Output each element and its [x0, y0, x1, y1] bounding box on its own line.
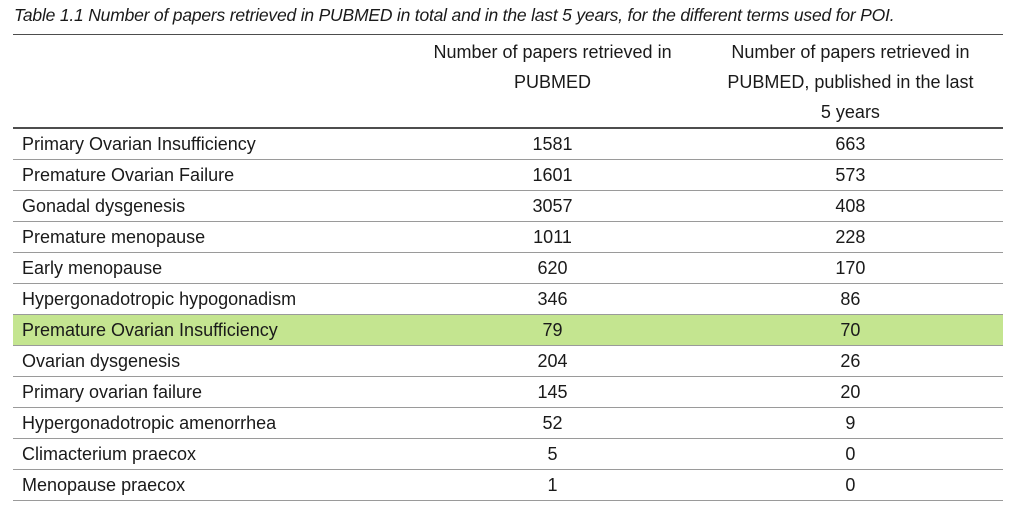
table-row — [13, 253, 1003, 284]
total-cell: 5 — [547, 444, 558, 464]
total-cell: 1601 — [532, 165, 573, 185]
table-body — [13, 128, 1003, 501]
table-row — [13, 284, 1003, 315]
header-recent-papers — [698, 35, 1003, 129]
total-cell: 346 — [537, 289, 568, 309]
term-cell: Premature Ovarian Insufficiency — [13, 315, 407, 346]
total-cell: 204 — [537, 351, 568, 371]
recent-cell: 408 — [835, 196, 866, 216]
term-cell: Menopause praecox — [22, 475, 186, 495]
header-recent-line-3: 5 years — [820, 102, 880, 122]
header-recent-line-2: PUBMED, published in the last — [727, 72, 974, 92]
recent-cell: 20 — [840, 382, 861, 402]
recent-cell: 9 — [845, 413, 856, 433]
term-cell: Early menopause — [22, 258, 163, 278]
term-cell: Premature menopause — [22, 227, 206, 247]
total-cell: 1 — [547, 475, 558, 495]
term-cell: Primary ovarian failure — [22, 382, 203, 402]
table-row — [13, 128, 1003, 160]
recent-cell: 86 — [840, 289, 861, 309]
term-cell: Ovarian dysgenesis — [22, 351, 181, 371]
table-row — [13, 408, 1003, 439]
header-recent-line-1: Number of papers retrieved in — [731, 42, 970, 62]
header-total-papers — [407, 35, 698, 129]
total-cell: 52 — [542, 413, 563, 433]
recent-cell: 26 — [840, 351, 861, 371]
total-cell: 145 — [537, 382, 568, 402]
term-cell: Premature Ovarian Failure — [22, 165, 235, 185]
total-cell: 79 — [407, 315, 698, 346]
term-cell: Gonadal dysgenesis — [22, 196, 186, 216]
term-cell: Climacterium praecox — [22, 444, 197, 464]
table-caption: Table 1.1 Number of papers retrieved in PUBMED in total and in the last 5 years, for the different terms used for POI. — [14, 5, 895, 25]
total-cell: 1581 — [532, 134, 573, 154]
table-row — [13, 346, 1003, 377]
term-cell: Hypergonadotropic amenorrhea — [22, 413, 277, 433]
table-row — [13, 377, 1003, 408]
table-row-highlighted — [13, 315, 1003, 346]
recent-cell: 170 — [835, 258, 866, 278]
recent-cell: 0 — [845, 475, 856, 495]
term-cell: Hypergonadotropic hypogonadism — [22, 289, 297, 309]
header-row — [13, 35, 1003, 129]
header-term — [13, 35, 407, 129]
term-cell: Primary Ovarian Insufficiency — [22, 134, 256, 154]
table-row — [13, 439, 1003, 470]
total-cell: 1011 — [533, 227, 572, 247]
pubmed-papers-table — [13, 34, 1003, 501]
header-total-line-2: PUBMED — [514, 72, 592, 92]
recent-cell: 573 — [835, 165, 866, 185]
total-cell: 620 — [537, 258, 568, 278]
recent-cell: 70 — [698, 315, 1003, 346]
total-cell: 3057 — [532, 196, 573, 216]
table-row — [13, 191, 1003, 222]
table-row — [13, 470, 1003, 501]
table-header — [13, 35, 1003, 129]
recent-cell: 228 — [835, 227, 866, 247]
table-row — [13, 160, 1003, 191]
header-total-line-1: Number of papers retrieved in — [433, 42, 672, 62]
recent-cell: 663 — [835, 134, 866, 154]
table-row — [13, 222, 1003, 253]
recent-cell: 0 — [845, 444, 856, 464]
